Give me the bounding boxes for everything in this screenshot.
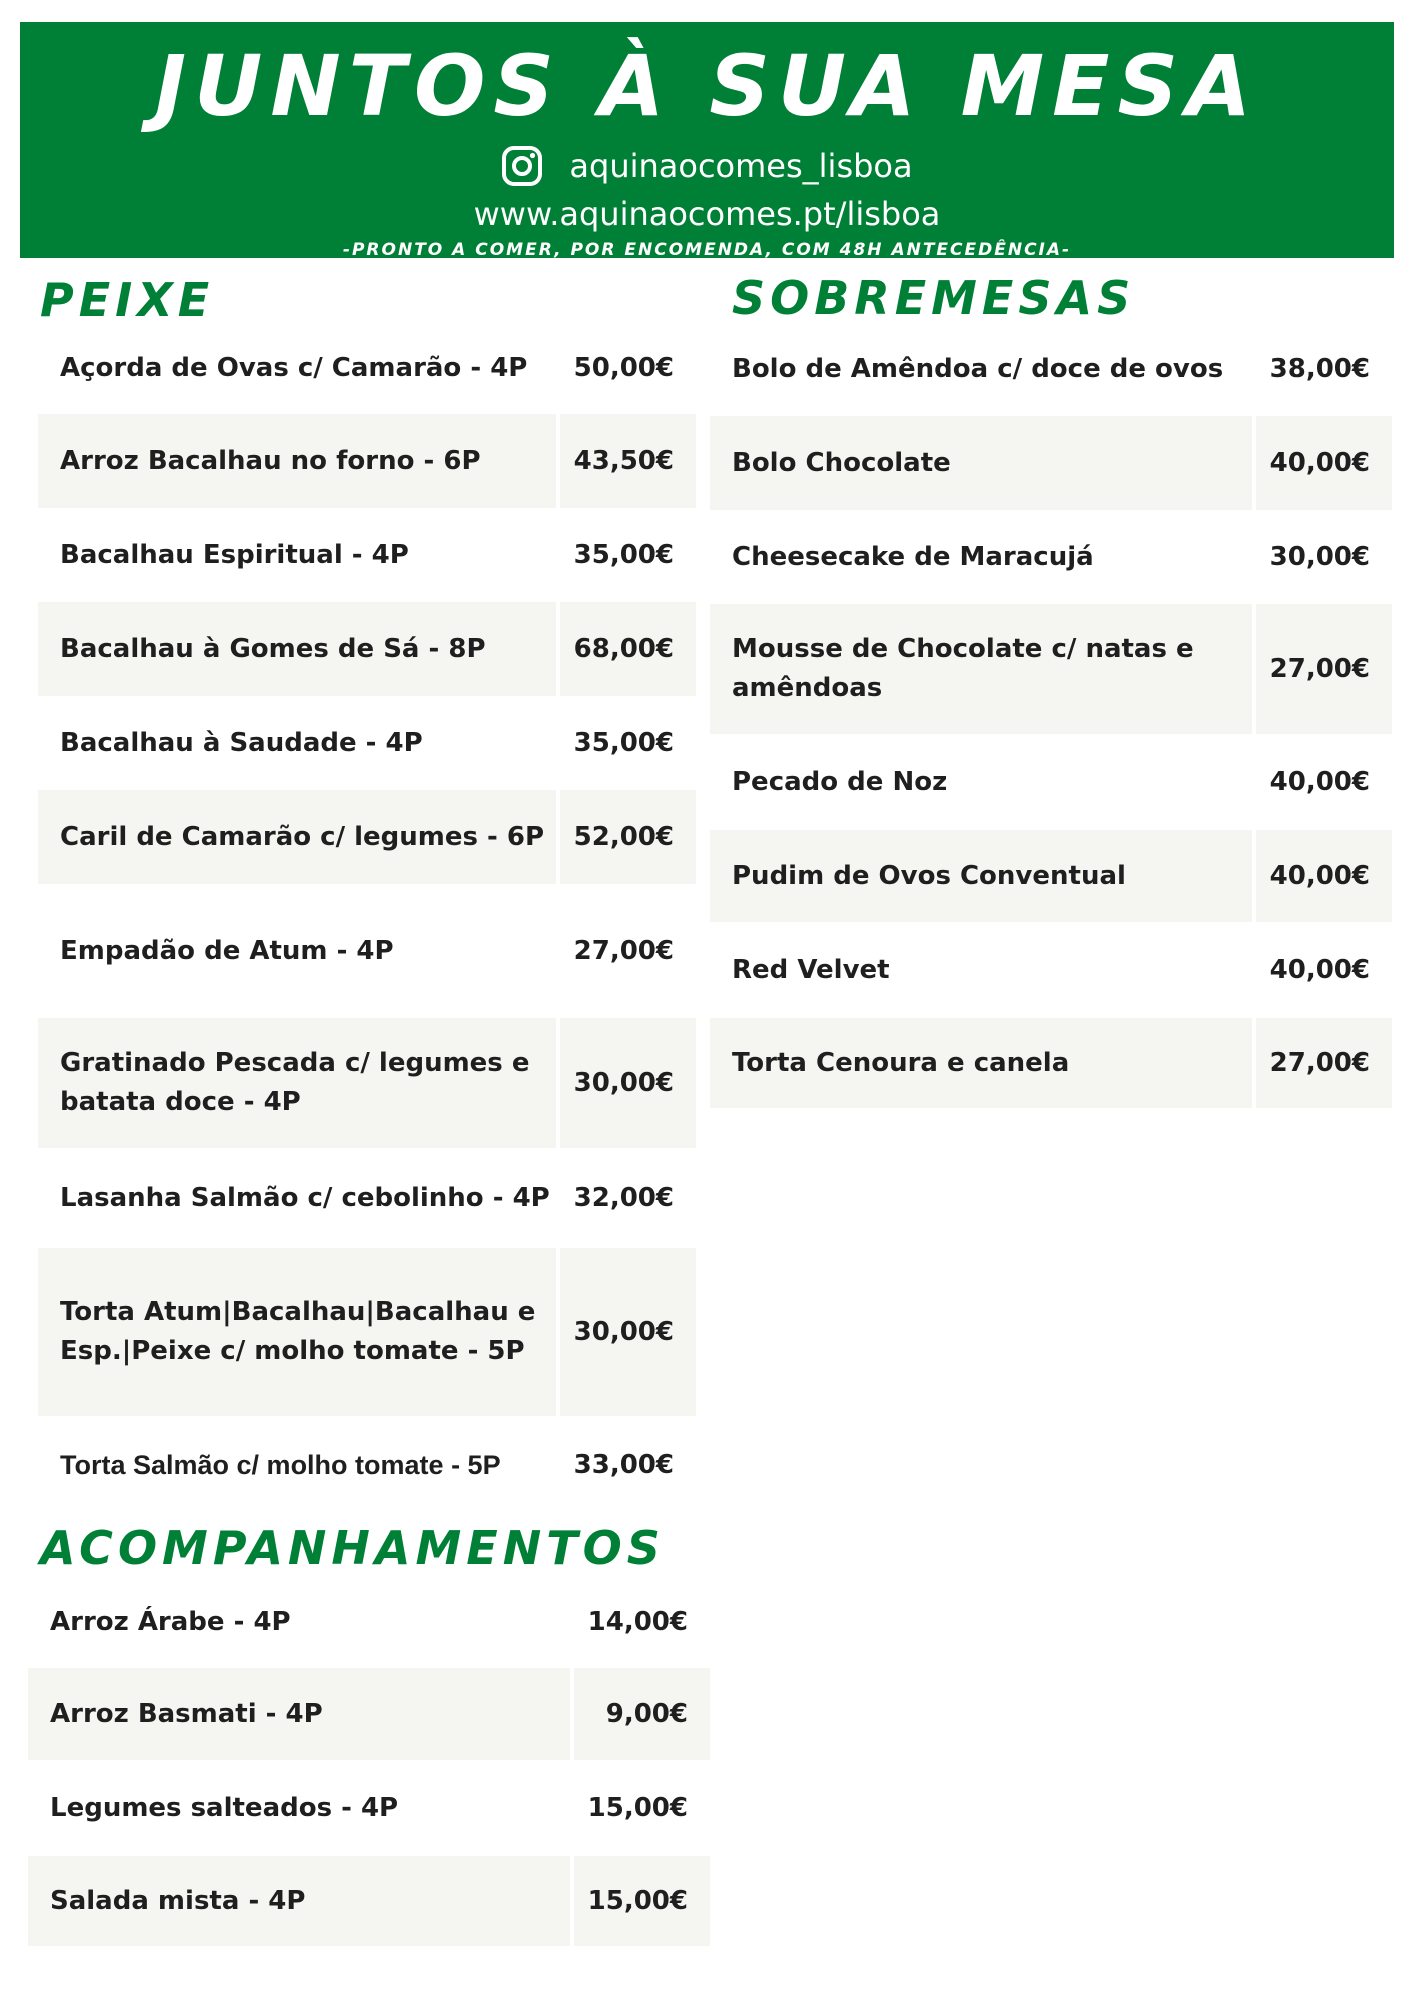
table-row (28, 1668, 710, 1760)
item-price: 14,00€ (587, 1606, 688, 1637)
table-row (38, 696, 696, 790)
table-row (710, 1018, 1392, 1108)
item-name: Bacalhau Espiritual - 4P (60, 539, 409, 570)
table-row (38, 790, 696, 884)
item-price: 35,00€ (573, 539, 674, 570)
item-price: 27,00€ (1256, 604, 1392, 734)
item-price: 15,00€ (574, 1856, 710, 1946)
item-name: Pudim de Ovos Conventual (710, 830, 1252, 922)
table-row (38, 508, 696, 602)
item-price: 50,00€ (573, 352, 674, 383)
item-name: Bacalhau à Saudade - 4P (60, 727, 423, 758)
header-banner (20, 22, 1394, 258)
item-name: Salada mista - 4P (28, 1856, 570, 1946)
item-name: Empadão de Atum - 4P (60, 935, 394, 966)
instagram-handle[interactable]: aquinaocomes_lisboa (569, 147, 913, 185)
section-title-acompanhamentos: ACOMPANHAMENTOS (40, 1521, 665, 1575)
instagram-line[interactable] (20, 144, 1394, 188)
item-price: 68,00€ (560, 602, 696, 696)
item-price: 40,00€ (1269, 954, 1370, 985)
table-row (710, 604, 1392, 734)
website-link[interactable]: www.aquinaocomes.pt/lisboa (473, 195, 941, 233)
item-price: 30,00€ (560, 1248, 696, 1416)
item-name: Arroz Árabe - 4P (50, 1606, 291, 1637)
item-name: Gratinado Pescada c/ legumes e batata doce - 4P (38, 1018, 556, 1148)
table-row (710, 734, 1392, 830)
item-name: Arroz Basmati - 4P (28, 1668, 570, 1760)
item-price: 52,00€ (560, 790, 696, 884)
item-price: 33,00€ (573, 1449, 674, 1480)
item-name: Mousse de Chocolate c/ natas e amêndoas (710, 604, 1252, 734)
item-price: 35,00€ (573, 727, 674, 758)
item-name: Lasanha Salmão c/ cebolinho - 4P (60, 1182, 550, 1213)
table-row (710, 830, 1392, 922)
table-row (38, 1018, 696, 1148)
item-name: Pecado de Noz (732, 766, 948, 797)
item-price: 27,00€ (1256, 1018, 1392, 1108)
item-name: Bolo Chocolate (710, 416, 1252, 510)
sobremesas-table (710, 322, 1392, 1108)
item-name: Arroz Bacalhau no forno - 6P (38, 414, 556, 508)
table-row (28, 1760, 710, 1856)
item-name: Açorda de Ovas c/ Camarão - 4P (60, 352, 528, 383)
table-row (710, 322, 1392, 416)
table-row (38, 1416, 696, 1514)
table-row (38, 322, 696, 414)
item-name: Bacalhau à Gomes de Sá - 8P (38, 602, 556, 696)
order-notice: -PRONTO A COMER, POR ENCOMENDA, COM 48H ANTECEDÊNCIA- (342, 240, 1072, 260)
item-price: 32,00€ (573, 1182, 674, 1213)
item-name: Cheesecake de Maracujá (732, 541, 1094, 572)
instagram-icon (501, 145, 543, 187)
table-row (710, 416, 1392, 510)
item-price: 40,00€ (1256, 830, 1392, 922)
item-name: Torta Salmão c/ molho tomate - 5P (60, 1449, 501, 1480)
table-row (710, 922, 1392, 1018)
table-row (38, 1148, 696, 1248)
table-row (38, 884, 696, 1018)
item-name: Torta Cenoura e canela (710, 1018, 1252, 1108)
table-row (38, 602, 696, 696)
item-name: Red Velvet (732, 954, 890, 985)
item-name: Torta Atum|Bacalhau|Bacalhau e Esp.|Peixe c/ molho tomate - 5P (38, 1248, 556, 1416)
item-price: 40,00€ (1269, 766, 1370, 797)
acompanhamentos-table (28, 1576, 710, 1946)
item-price: 15,00€ (587, 1792, 688, 1823)
item-name: Legumes salteados - 4P (50, 1792, 399, 1823)
item-price: 38,00€ (1269, 353, 1370, 384)
section-title-peixe: PEIXE (40, 273, 215, 327)
section-title-sobremesas: SOBREMESAS (732, 271, 1136, 325)
table-row (28, 1856, 710, 1946)
item-price: 30,00€ (1269, 541, 1370, 572)
item-name: Caril de Camarão c/ legumes - 6P (38, 790, 556, 884)
table-row (38, 414, 696, 508)
table-row (38, 1248, 696, 1416)
peixe-table (38, 322, 696, 1514)
item-price: 40,00€ (1256, 416, 1392, 510)
item-price: 9,00€ (574, 1668, 710, 1760)
table-row (710, 510, 1392, 604)
page-title: JUNTOS À SUA MESA (154, 37, 1260, 135)
item-price: 30,00€ (560, 1018, 696, 1148)
table-row (28, 1576, 710, 1668)
item-name: Bolo de Amêndoa c/ doce de ovos (732, 353, 1224, 384)
item-price: 43,50€ (560, 414, 696, 508)
item-price: 27,00€ (573, 935, 674, 966)
